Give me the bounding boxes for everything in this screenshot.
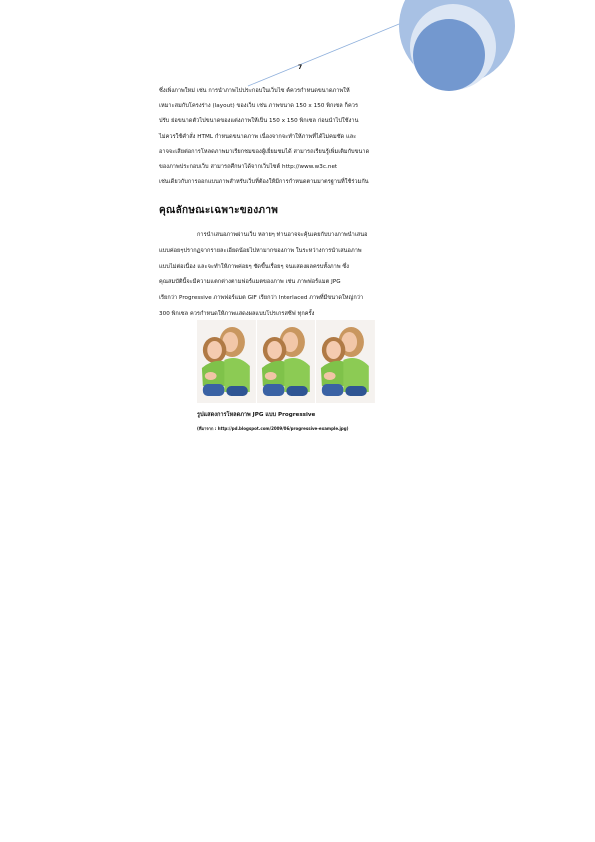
paragraph-2-line: 300 พิกเซล ควรกำหนดให้ภาพแสดงผลแบบโปรเกรสซีฟ ทุกครั้ง — [159, 310, 315, 317]
figure-source: (ที่มาจาก : http://pd.blogspot.com/2009/06/progressive-example.jpg) — [197, 426, 349, 431]
paragraph-2-line: แบบไม่ต่อเนื่อง และจะทำให้ภาพค่อยๆ ชัดขึ้นเรื่อยๆ จนแสดงผลครบทั้งภาพ ซึ่ง — [159, 263, 350, 270]
paragraph-2-line: การนำเสนอภาพผ่านเว็บ หลายๆ ท่านอาจจะคุ้นเคยกับบางภาพนำเสนอ — [197, 232, 368, 238]
paragraph-2-line: คุณสมบัตินี้จะมีความแตกต่างตามฟอร์แมตของภาพ เช่น ภาพฟอร์แมต JPG — [159, 279, 341, 286]
section-heading: คุณลักษณะเฉพาะของภาพ — [159, 205, 279, 216]
paragraph-1 — [159, 84, 439, 190]
paragraph-2 — [159, 228, 439, 323]
paragraph-1-line: เหมาะสมกับโครงร่าง (layout) ของเว็บ เช่น ภาพขนาด 150 x 150 พิกเซล ก็ควร — [159, 103, 359, 110]
paragraph-2-line: เรียกว่า Progressive ภาพฟอร์แมต GIF เรียกว่า Interlaced ภาพที่มีขนาดใหญ่กว่า — [159, 295, 364, 302]
paragraph-2-line: แบบค่อยๆปรากฏจากรายละเอียดน้อยไปหามากของภาพ ในระหว่างการนำเสนอภาพ — [159, 247, 362, 254]
figure-caption: รูปแสดงการโหลดภาพ JPG แบบ Progressive — [197, 412, 316, 418]
paragraph-1-line: ปรับ ย่อขนาดตัวไปขนาดของแต่งภาพให้เป็น 150 x 150 พิกเซล ก่อนนำไปใช้งาน — [159, 118, 359, 125]
paragraph-1-line: ไม่ควรใช้คำสั่ง HTML กำหนดขนาดภาพ เนื่องจากจะทำให้ภาพที่ได้ไม่คมชัด และ — [159, 133, 357, 140]
paragraph-1-line: ของภาพประกอบเว็บ สามารถศึกษาได้จากเว็บไซต์ http://www.w3c.net — [159, 164, 338, 171]
progressive-loading-photos — [197, 320, 375, 403]
photo-girls-3 — [316, 320, 375, 403]
paragraph-1-line: เช่นเดียวกับการออกแบบภาพสำหรับเว็บที่ต้องให้มีการกำหนดตามมาตรฐานที่ใช้ร่วมกัน — [159, 179, 369, 186]
photo-frame-3 — [316, 320, 375, 403]
decorative-diagonal-line — [248, 22, 404, 86]
photo-frame-1 — [197, 320, 256, 403]
paragraph-1-line: ซึ่งเพิ่งภาพใหม่ เช่น การนำภาพไปประกอบในเว็บไซ ต์ควรกำหนดขนาดภาพให้ — [159, 88, 350, 94]
photo-girls-1 — [197, 320, 256, 403]
paragraph-1-line: อาจจะเสียต่อการโหลดภาพมาเรียกชมของผู้เยี่ยมชมได้ สามารถเรียนรู้เพิ่มเติมกับขนาด — [159, 148, 370, 155]
page-number: 7 — [298, 64, 303, 71]
decorative-circle-inner — [413, 19, 485, 91]
photo-frame-2 — [257, 320, 316, 403]
photo-girls-2 — [257, 320, 316, 403]
